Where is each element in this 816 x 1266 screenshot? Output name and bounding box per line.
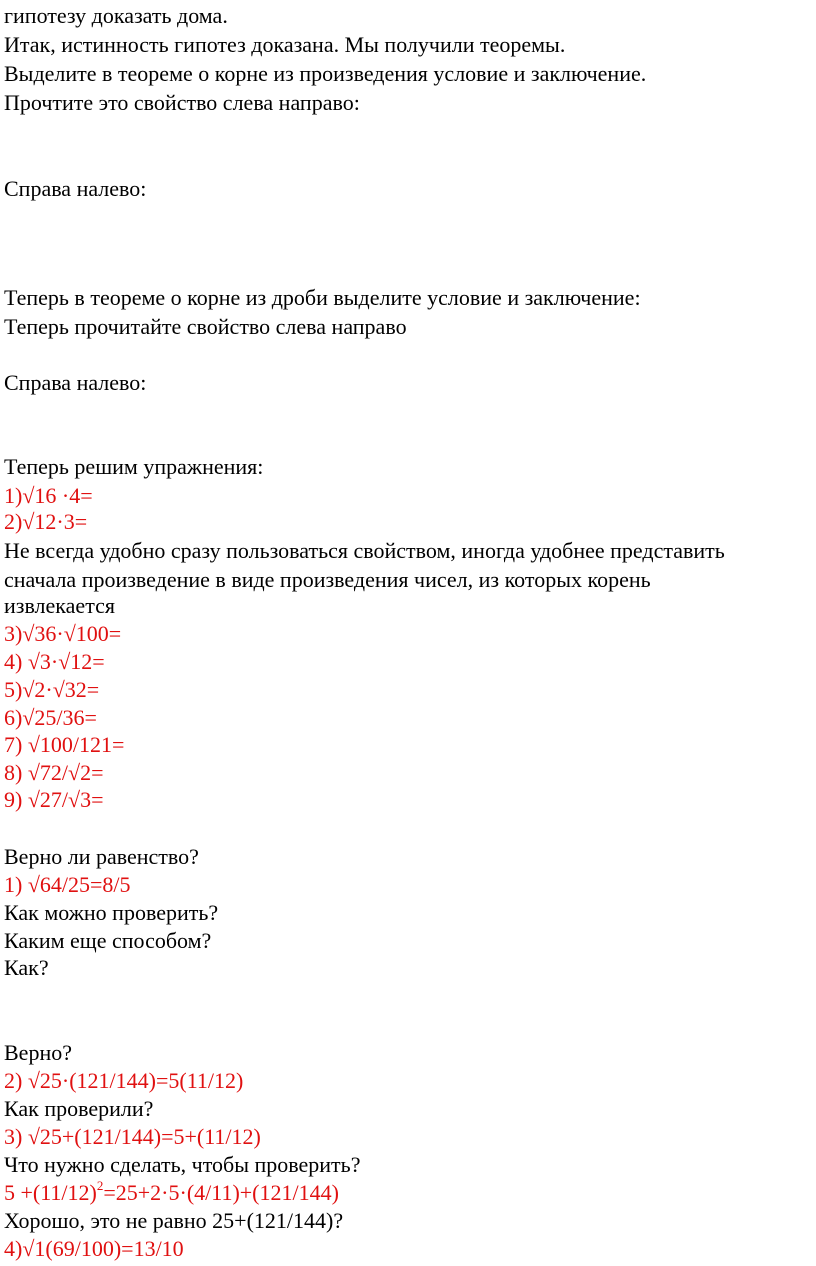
text-line: Прочтите это свойство слева направо: [4, 90, 360, 115]
exercise-line: 3) √25+(121/144)=5+(11/12) [4, 1124, 261, 1149]
exercise-line: 8) √72/√2= [4, 760, 104, 785]
text-line: Теперь в теореме о корне из дроби выделите условие и заключение: [4, 285, 641, 310]
text-line: Верно? [4, 1040, 72, 1065]
exponent: 2 [96, 1177, 104, 1193]
exercise-part: =25+2·5·(4/11)+(121/144) [103, 1180, 339, 1205]
text-line: Каким еще способом? [4, 928, 212, 953]
exercise-line: 2)√12·3= [4, 509, 88, 534]
text-line: Что нужно сделать, чтобы проверить? [4, 1152, 361, 1177]
text-line: Справа налево: [4, 370, 147, 395]
text-line: Как? [4, 955, 49, 980]
text-line: Не всегда удобно сразу пользоваться свойством, иногда удобнее представить [4, 538, 725, 563]
exercise-part: 5 +(11/12) [4, 1180, 97, 1205]
text-line: извлекается [4, 593, 115, 618]
exercise-line: 4)√1(69/100)=13/10 [4, 1236, 184, 1261]
text-line: Справа налево: [4, 176, 147, 201]
text-line: Как проверили? [4, 1096, 154, 1121]
text-line: Итак, истинность гипотез доказана. Мы получили теоремы. [4, 32, 566, 57]
text-line: Теперь решим упражнения: [4, 454, 264, 479]
exercise-line: 9) √27/√3= [4, 787, 104, 812]
text-line: Хорошо, это не равно 25+(121/144)? [4, 1208, 344, 1233]
exercise-line: 2) √25·(121/144)=5(11/12) [4, 1068, 244, 1093]
exercise-line: 1) √64/25=8/5 [4, 872, 131, 897]
text-line: Как можно проверить? [4, 900, 219, 925]
exercise-line: 5)√2·√32= [4, 677, 100, 702]
exercise-line: 7) √100/121= [4, 732, 125, 757]
exercise-line: 4) √3·√12= [4, 649, 105, 674]
text-line: гипотезу доказать дома. [4, 3, 228, 28]
text-line: Теперь прочитайте свойство слева направо [4, 314, 407, 339]
text-line: Верно ли равенство? [4, 844, 199, 869]
text-line: сначала произведение в виде произведения чисел, из которых корень [4, 567, 651, 592]
text-line: Выделите в теореме о корне из произведения условие и заключение. [4, 61, 647, 86]
exercise-line: 3)√36·√100= [4, 621, 122, 646]
exercise-line: 1)√16 ·4= [4, 483, 93, 508]
exercise-line: 6)√25/36= [4, 705, 97, 730]
exercise-line [4, 1179, 339, 1207]
